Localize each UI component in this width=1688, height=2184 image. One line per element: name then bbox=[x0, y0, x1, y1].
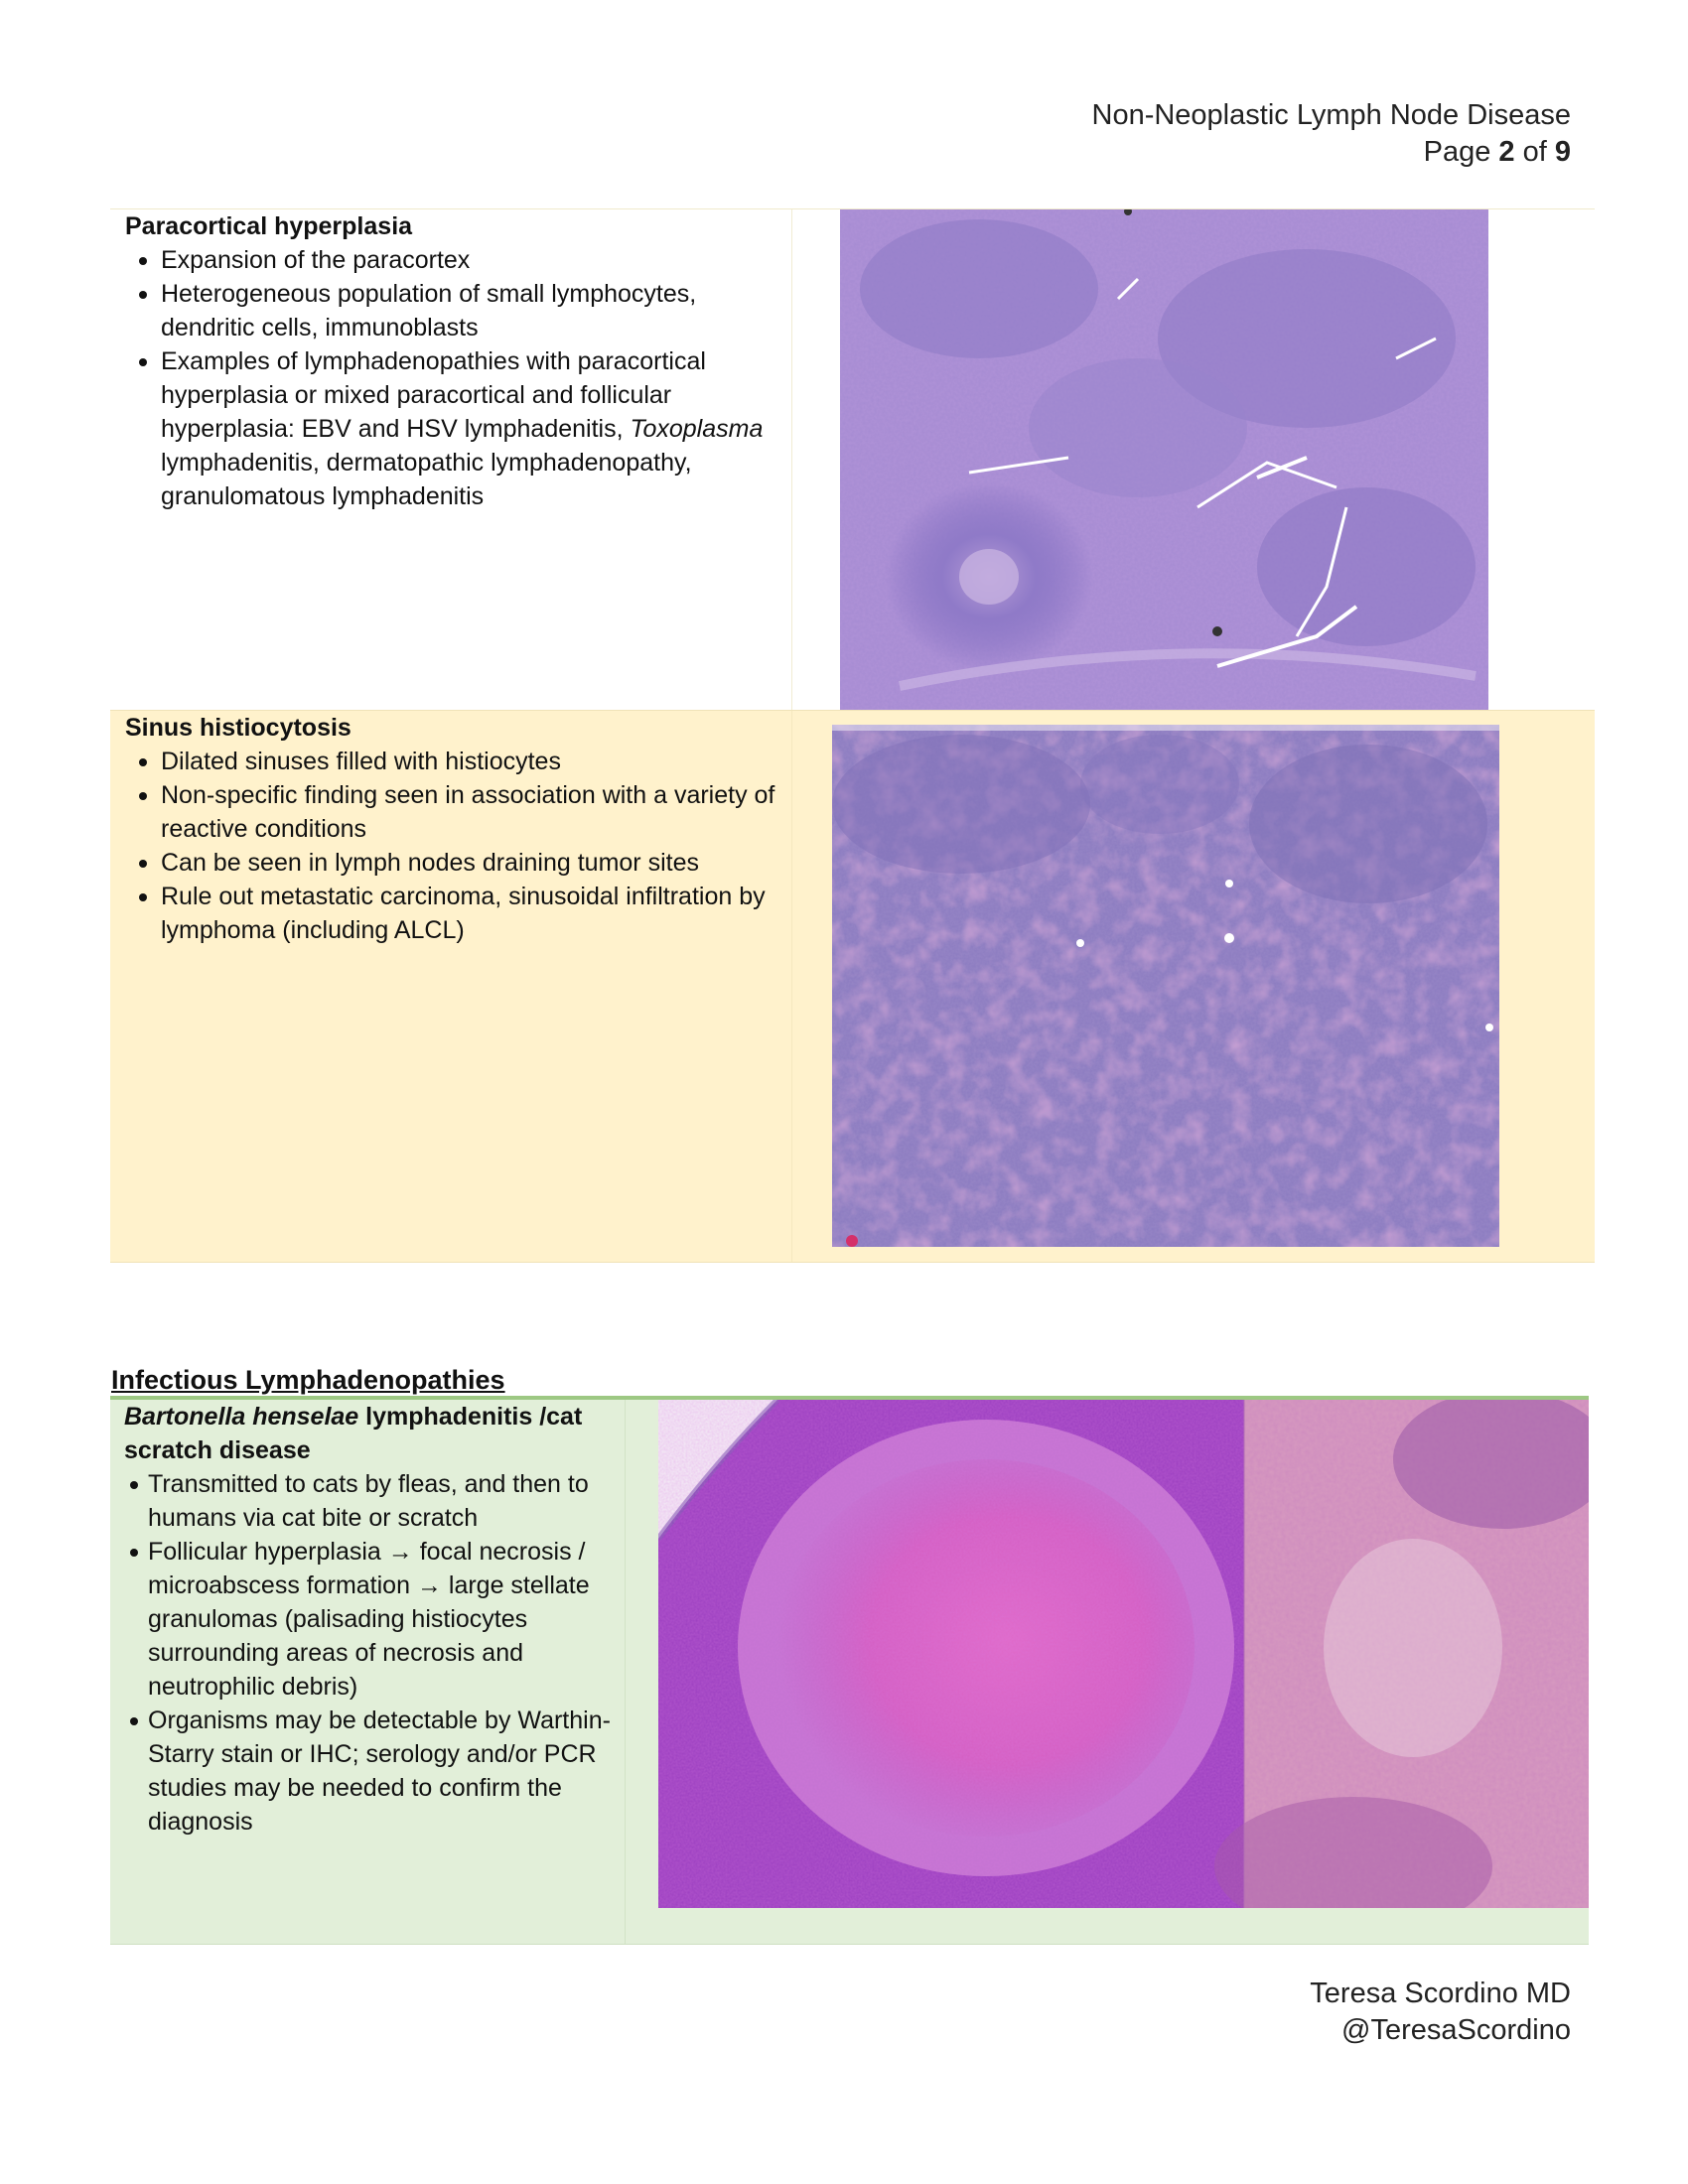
section-title: Bartonella henselae lymphadenitis /cat scratch disease bbox=[124, 1403, 583, 1464]
column-divider bbox=[791, 711, 792, 1262]
column-divider bbox=[625, 1400, 626, 1944]
list-item: Examples of lymphadenopathies with paracortical hyperplasia or mixed paracortical and follicular hyperplasia: EBV and HSV lymphadenitis, Toxoplasma lymphadenitis, dermatopathic lymphadenopathy, granulomatous lymphadenitis bbox=[161, 344, 777, 513]
bullet-list bbox=[124, 1467, 615, 1839]
list-item: Organisms may be detectable by Warthin-Starry stain or IHC; serology and/or PCR studies may be needed to confirm the diagnosis bbox=[148, 1704, 615, 1839]
list-item: Expansion of the paracortex bbox=[161, 243, 777, 277]
arrow-icon: → bbox=[416, 1571, 442, 1599]
section-title: Paracortical hyperplasia bbox=[125, 212, 413, 240]
bullet-list bbox=[125, 243, 777, 513]
section-title: Sinus histiocytosis bbox=[125, 714, 352, 742]
list-item: Rule out metastatic carcinoma, sinusoidal infiltration by lymphoma (including ALCL) bbox=[161, 880, 777, 947]
document-title: Non-Neoplastic Lymph Node Disease bbox=[1091, 99, 1571, 131]
bartonella-micrograph bbox=[658, 1400, 1589, 1908]
list-item: Dilated sinuses filled with histiocytes bbox=[161, 745, 777, 778]
paracortical-hyperplasia-row bbox=[110, 208, 1595, 710]
list-item: Non-specific finding seen in association with a variety of reactive conditions bbox=[161, 778, 777, 846]
author-handle: @TeresaScordino bbox=[1341, 2014, 1571, 2046]
list-item: Transmitted to cats by fleas, and then to humans via cat bite or scratch bbox=[148, 1467, 615, 1535]
sinus-micrograph bbox=[832, 725, 1499, 1247]
author-name: Teresa Scordino MD bbox=[1310, 1978, 1571, 2009]
paracortical-text-cell bbox=[110, 209, 791, 513]
page-number: Page 2 of 9 bbox=[1423, 136, 1571, 168]
sinus-text-cell bbox=[110, 711, 791, 947]
page-footer bbox=[1310, 1976, 1571, 2049]
bartonella-row bbox=[110, 1400, 1589, 1945]
list-item: Can be seen in lymph nodes draining tumor sites bbox=[161, 846, 777, 880]
page-header bbox=[1092, 97, 1572, 171]
infectious-section-heading: Infectious Lymphadenopathies bbox=[111, 1365, 505, 1395]
bullet-list bbox=[125, 745, 777, 947]
paracortical-micrograph bbox=[840, 209, 1488, 711]
sinus-histiocytosis-row bbox=[110, 710, 1595, 1263]
arrow-icon: → bbox=[387, 1538, 413, 1566]
list-item: Follicular hyperplasia → focal necrosis / microabscess formation → large stellate granulomas (palisading histiocytes surrounding areas of necrosis and neutrophilic debris) bbox=[148, 1535, 615, 1704]
column-divider bbox=[791, 209, 792, 710]
list-item: Heterogeneous population of small lymphocytes, dendritic cells, immunoblasts bbox=[161, 277, 777, 344]
bartonella-text-cell bbox=[110, 1400, 625, 1839]
